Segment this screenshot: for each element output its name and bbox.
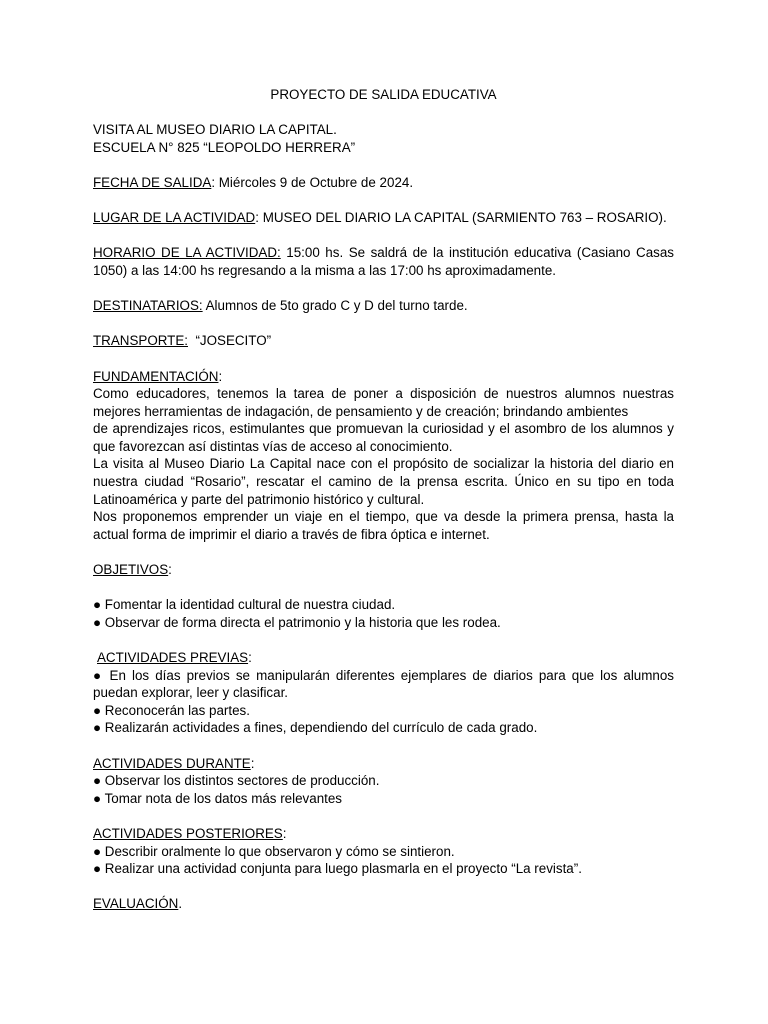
transporte-text: “JOSECITO”: [188, 333, 272, 349]
destinatarios-section: [93, 297, 674, 315]
previas-heading: [93, 649, 674, 667]
posteriores-heading: [93, 825, 674, 843]
list-item: ● Realizarán actividades a fines, dependiendo del currículo de cada grado.: [93, 720, 538, 736]
fundamentacion-line1: Como educadores, tenemos la tarea de poner a disposición de nuestros alumnos nuestras mejores herramientas de indagación, de pensamiento y de creación; brindando ambientes: [93, 386, 674, 419]
objetivos-sep: :: [168, 562, 172, 578]
objetivos-heading: [93, 561, 674, 579]
list-item: ● Observar de forma directa el patrimonio y la historia que les rodea.: [93, 614, 501, 630]
lugar-text: MUSEO DEL DIARIO LA CAPITAL (SARMIENTO 763 – ROSARIO).: [258, 210, 667, 226]
fundamentacion-section: [93, 368, 674, 544]
durante-heading: [93, 755, 674, 773]
posteriores-sep: :: [282, 825, 287, 841]
list-item: ● Describir oralmente lo que observaron y cómo se sintieron.: [93, 843, 455, 859]
list-item: ● Reconocerán las partes.: [93, 702, 250, 718]
previas-section: [93, 649, 674, 737]
fecha-sep: :: [211, 174, 216, 190]
fundamentacion-label: FUNDAMENTACIÓN: [93, 368, 219, 384]
previas-sep: :: [248, 650, 252, 665]
document-header: [93, 121, 674, 156]
horario-section: [93, 244, 674, 279]
durante-section: [93, 755, 674, 808]
previas-label: ACTIVIDADES PREVIAS: [97, 650, 249, 665]
durante-sep: :: [250, 755, 255, 771]
posteriores-section: [93, 825, 674, 878]
fecha-text: Miércoles 9 de Octubre de 2024.: [215, 174, 414, 190]
transporte-label: TRANSPORTE:: [93, 333, 188, 349]
fundamentacion-heading: [93, 368, 674, 386]
fundamentacion-sep: :: [218, 368, 223, 384]
list-item: ● En los días previos se manipularán diferentes ejemplares de diarios para que los alumnos puedan explorar, leer y clasificar.: [93, 667, 674, 701]
fundamentacion-line2: de aprendizajes ricos, estimulantes que promuevan la curiosidad y el asombro de los alumnos y que favorezcan así distintas vías de acceso al conocimiento.: [93, 421, 674, 454]
list-item: ● Observar los distintos sectores de producción.: [93, 773, 380, 789]
fundamentacion-para3: Nos proponemos emprender un viaje en el tiempo, que va desde la primera prensa, hasta la actual forma de imprimir el diario a través de fibra óptica e internet.: [93, 509, 674, 542]
horario-text: 15:00 hs. Se saldrá de la institución educativa (Casiano Casas 1050) a las 14:00 hs regresando a la misma a las 17:00 hs aproximadamente.: [93, 245, 674, 278]
destinatarios-text: Alumnos de 5to grado C y D del turno tarde.: [202, 298, 468, 314]
header-visit: VISITA AL MUSEO DIARIO LA CAPITAL.: [93, 122, 337, 138]
document-title: PROYECTO DE SALIDA EDUCATIVA: [270, 87, 497, 102]
durante-label: ACTIVIDADES DURANTE: [93, 755, 251, 771]
evaluacion-sep: .: [178, 896, 183, 912]
horario-label: HORARIO DE LA ACTIVIDAD:: [93, 245, 281, 261]
fecha-label: FECHA DE SALIDA: [93, 174, 212, 190]
lugar-sep: :: [255, 210, 259, 226]
header-school: ESCUELA N° 825 “LEOPOLDO HERRERA”: [93, 139, 356, 155]
lugar-label: LUGAR DE LA ACTIVIDAD: [93, 210, 256, 226]
evaluacion-section: [93, 895, 674, 913]
transporte-section: [93, 332, 674, 350]
objetivos-label: OBJETIVOS: [93, 562, 169, 578]
list-item: ● Fomentar la identidad cultural de nuestra ciudad.: [93, 597, 396, 613]
document-page: [93, 86, 674, 913]
destinatarios-label: DESTINATARIOS:: [93, 298, 203, 314]
fundamentacion-para2: La visita al Museo Diario La Capital nace con el propósito de socializar la historia del diario en nuestra ciudad “Rosario”, rescatar el camino de la prensa escrita. Único en su tipo en toda Latinoamérica y parte del patrimonio histórico y cultural.: [93, 456, 674, 507]
objetivos-section: [93, 561, 674, 631]
list-item: ● Realizar una actividad conjunta para luego plasmarla en el proyecto “La revista”.: [93, 861, 582, 877]
list-item: ● Tomar nota de los datos más relevantes: [93, 790, 343, 806]
posteriores-label: ACTIVIDADES POSTERIORES: [93, 825, 283, 841]
fecha-section: [93, 174, 674, 192]
evaluacion-label: EVALUACIÓN: [93, 896, 179, 912]
lugar-section: [93, 209, 674, 227]
